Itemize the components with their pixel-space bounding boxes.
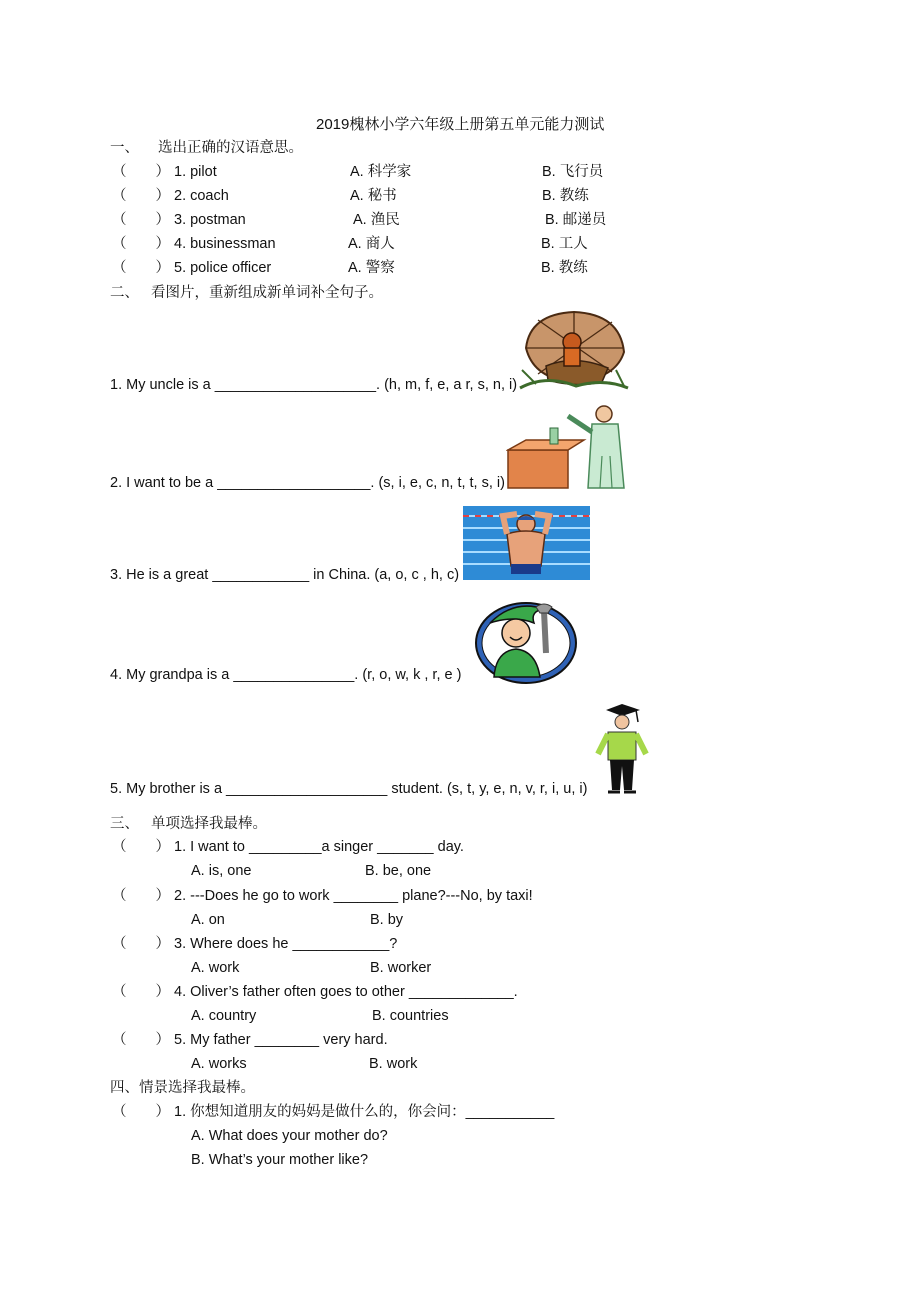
answer-paren: （ ） xyxy=(112,936,170,952)
question-text: 4. Oliver’s father often goes to other _____________. xyxy=(174,984,518,1000)
option-b: B. worker xyxy=(370,960,432,976)
fill-sentence: 2. I want to be a ___________________. (s, i, e, c, n, t, t, s, i) xyxy=(110,475,505,491)
question-text: 3. Where does he ____________? xyxy=(174,936,398,952)
question-text: 2. ---Does he go to work ________ plane?---No, by taxi! xyxy=(174,888,533,904)
answer-paren: （ ） xyxy=(112,1032,170,1048)
option-a: A. 警察 xyxy=(348,260,395,276)
option-a: A. work xyxy=(191,960,240,976)
option-a: A. What does your mother do? xyxy=(191,1128,388,1144)
option-a: A. is, one xyxy=(191,863,252,879)
option-b: B. What’s your mother like? xyxy=(191,1152,369,1168)
question-text: 1. 你想知道朋友的妈妈是做什么的，你会问：___________ xyxy=(174,1104,555,1120)
option-a: A. 秘书 xyxy=(350,188,397,204)
graduate-student-picture xyxy=(590,704,652,796)
section-4-heading: 四、情景选择我最棒。 xyxy=(110,1080,255,1096)
answer-paren: （ ） xyxy=(112,1104,170,1120)
option-b: B. be, one xyxy=(365,863,432,879)
answer-paren: （ ） xyxy=(112,236,170,252)
option-a: A. 商人 xyxy=(348,236,395,252)
option-b: B. 工人 xyxy=(541,236,588,252)
option-a: A. country xyxy=(191,1008,257,1024)
worker-picture xyxy=(474,597,580,685)
page-title: 2019槐林小学六年级上册第五单元能力测试 xyxy=(316,116,605,133)
question-text: 1. pilot xyxy=(174,164,217,180)
answer-paren: （ ） xyxy=(112,260,170,276)
fill-sentence: 1. My uncle is a ____________________. (h, m, f, e, a r, s, n, i) xyxy=(110,377,518,393)
option-b: B. 教练 xyxy=(541,260,588,276)
answer-paren: （ ） xyxy=(112,839,170,855)
option-b: B. countries xyxy=(372,1008,449,1024)
option-b: B. work xyxy=(369,1056,418,1072)
section-2-number: 二、 xyxy=(110,285,139,301)
section-3-heading: 单项选择我最棒。 xyxy=(151,816,267,832)
answer-paren: （ ） xyxy=(112,888,170,904)
scientist-picture xyxy=(506,402,632,490)
fill-sentence: 3. He is a great ____________ in China. (a, o, c , h, c) xyxy=(110,567,460,583)
answer-paren: （ ） xyxy=(112,212,170,228)
option-b: B. 邮递员 xyxy=(545,212,607,228)
option-b: B. 教练 xyxy=(542,188,589,204)
answer-paren: （ ） xyxy=(112,164,170,180)
option-a: A. works xyxy=(191,1056,247,1072)
section-3-number: 三、 xyxy=(110,816,139,832)
answer-paren: （ ） xyxy=(112,188,170,204)
section-1-heading: 选出正确的汉语意思。 xyxy=(158,140,303,156)
question-text: 4. businessman xyxy=(174,236,276,252)
question-text: 5. police officer xyxy=(174,260,272,276)
swimmer-coach-picture xyxy=(463,506,590,580)
question-text: 3. postman xyxy=(174,212,246,228)
section-2-heading: 看图片，重新组成新单词补全句子。 xyxy=(151,285,383,301)
answer-paren: （ ） xyxy=(112,984,170,1000)
fill-sentence: 4. My grandpa is a _______________. (r, o, w, k , r, e ) xyxy=(110,667,462,683)
question-text: 5. My father ________ very hard. xyxy=(174,1032,388,1048)
fill-sentence: 5. My brother is a ____________________ student. (s, t, y, e, n, v, r, i, u, i) xyxy=(110,781,588,797)
question-text: 2. coach xyxy=(174,188,229,204)
option-b: B. 飞行员 xyxy=(542,164,604,180)
option-a: A. 渔民 xyxy=(353,212,400,228)
option-a: A. 科学家 xyxy=(350,164,412,180)
fisherman-picture xyxy=(516,308,630,390)
option-b: B. by xyxy=(370,912,404,928)
question-text: 1. I want to _________a singer _______ day. xyxy=(174,839,464,855)
option-a: A. on xyxy=(191,912,225,928)
section-1-number: 一、 xyxy=(110,140,139,156)
